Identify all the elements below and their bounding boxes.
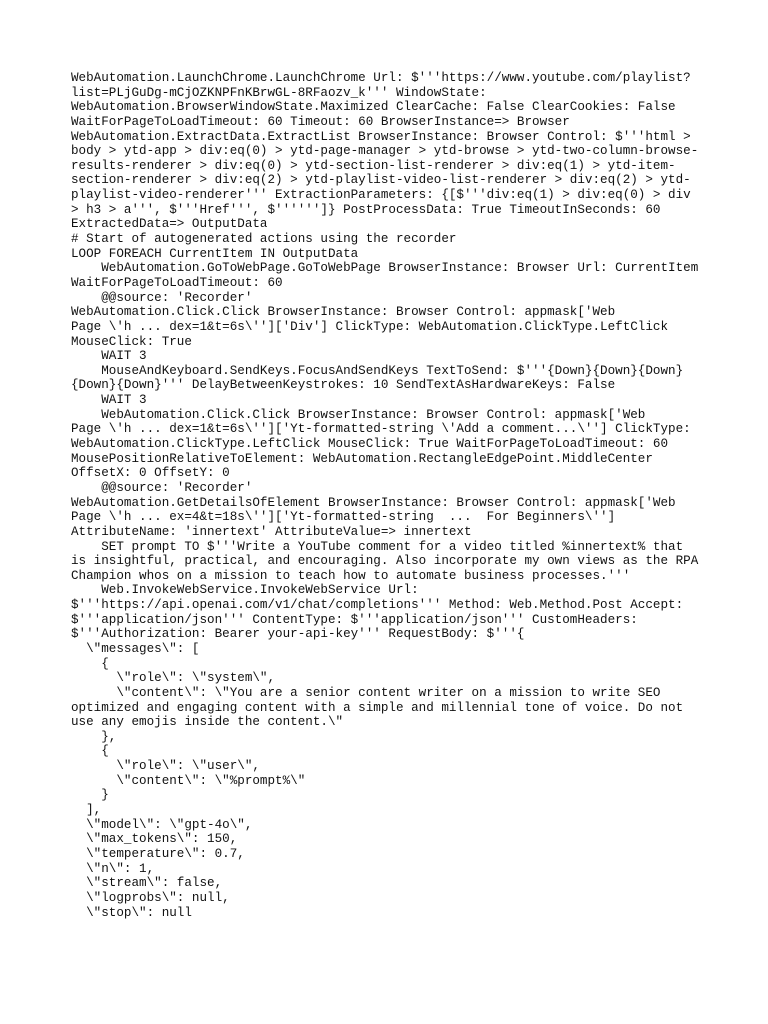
- code-line: \"model\": \"gpt-4o\",: [71, 817, 253, 832]
- code-line: $'''application/json''' ContentType: $'''application/json''' CustomHeaders:: [71, 612, 638, 627]
- code-line: \"n\": 1,: [71, 861, 155, 876]
- code-line: },: [71, 729, 117, 744]
- code-line: MouseClick: True: [71, 334, 192, 349]
- code-line: \"temperature\": 0.7,: [71, 846, 245, 861]
- code-line: {Down}{Down}''' DelayBetweenKeystrokes: 10 SendTextAsHardwareKeys: False: [71, 378, 616, 393]
- code-line: is insightful, practical, and encouraging. Also incorporate my own views as the RPA: [71, 554, 699, 569]
- code-line: section-renderer > div:eq(2) > ytd-playlist-video-list-renderer > div:eq(2) > ytd-: [71, 173, 691, 188]
- code-line: ],: [71, 803, 102, 818]
- code-line: Page \'h ... dex=1&t=6s\'']['Yt-formatted-string \'Add a comment...\''] ClickType:: [71, 422, 691, 437]
- code-line: WebAutomation.LaunchChrome.LaunchChrome Url: $'''https://www.youtube.com/playlist?: [71, 71, 691, 85]
- code-line: WebAutomation.Click.Click BrowserInstance: Browser Control: appmask['Web: [71, 407, 646, 422]
- code-line: WebAutomation.BrowserWindowState.Maximized ClearCache: False ClearCookies: False: [71, 100, 676, 115]
- code-line: WaitForPageToLoadTimeout: 60 Timeout: 60 BrowserInstance=> Browser: [71, 114, 570, 129]
- code-line: \"content\": \"You are a senior content writer on a mission to write SEO: [71, 685, 661, 700]
- code-line: SET prompt TO $'''Write a YouTube comment for a video titled %innertext% that: [71, 539, 684, 554]
- code-line: WAIT 3: [71, 349, 147, 364]
- code-line: Web.InvokeWebService.InvokeWebService Url:: [71, 583, 419, 598]
- code-line: \"logprobs\": null,: [71, 890, 230, 905]
- code-line: WebAutomation.GetDetailsOfElement BrowserInstance: Browser Control: appmask['Web: [71, 495, 676, 510]
- code-line: \"content\": \"%prompt%\": [71, 773, 306, 788]
- code-line: LOOP FOREACH CurrentItem IN OutputData: [71, 246, 359, 261]
- code-line: {: [71, 656, 109, 671]
- code-line: WebAutomation.ExtractData.ExtractList BrowserInstance: Browser Control: $'''html >: [71, 129, 691, 144]
- code-document: [71, 71, 698, 920]
- code-line: $'''Authorization: Bearer your-api-key''' RequestBody: $'''{: [71, 627, 525, 642]
- code-line: WAIT 3: [71, 393, 147, 408]
- code-line: WaitForPageToLoadTimeout: 60: [71, 275, 283, 290]
- code-line: playlist-video-renderer''' ExtractionParameters: {[$'''div:eq(1) > div:eq(0) > div: [71, 188, 691, 203]
- code-line: Champion whos on a mission to teach how to automate business processes.''': [71, 568, 631, 583]
- code-line: AttributeName: 'innertext' AttributeValue=> innertext: [71, 524, 472, 539]
- code-line: \"role\": \"user\",: [71, 759, 260, 774]
- code-line: WebAutomation.GoToWebPage.GoToWebPage BrowserInstance: Browser Url: CurrentItem: [71, 261, 699, 276]
- code-line: \"role\": \"system\",: [71, 671, 276, 686]
- code-line: \"messages\": [: [71, 641, 200, 656]
- code-line: Page \'h ... ex=4&t=18s\'']['Yt-formatted-string ... For Beginners\'']: [71, 510, 616, 525]
- code-line: MouseAndKeyboard.SendKeys.FocusAndSendKeys TextToSend: $'''{Down}{Down}{Down}: [71, 363, 684, 378]
- code-line: ExtractedData=> OutputData: [71, 217, 268, 232]
- code-line: }: [71, 788, 109, 803]
- code-line: optimized and engaging content with a simple and millennial tone of voice. Do not: [71, 700, 684, 715]
- code-line: results-renderer > div:eq(0) > ytd-section-list-renderer > div:eq(1) > ytd-item-: [71, 158, 676, 173]
- code-line: WebAutomation.ClickType.LeftClick MouseClick: True WaitForPageToLoadTimeout: 60: [71, 437, 669, 452]
- code-line: @@source: 'Recorder': [71, 290, 253, 305]
- code-line: \"stop\": null: [71, 905, 192, 920]
- code-line: use any emojis inside the content.\": [71, 715, 344, 730]
- code-line: WebAutomation.Click.Click BrowserInstance: Browser Control: appmask['Web: [71, 305, 616, 320]
- code-line: \"stream\": false,: [71, 876, 223, 891]
- code-line: @@source: 'Recorder': [71, 480, 253, 495]
- code-line: $'''https://api.openai.com/v1/chat/completions''' Method: Web.Method.Post Accept:: [71, 598, 684, 613]
- code-line: OffsetX: 0 OffsetY: 0: [71, 466, 230, 481]
- code-line: body > ytd-app > div:eq(0) > ytd-page-manager > ytd-browse > ytd-two-column-browse-: [71, 144, 699, 159]
- code-line: \"max_tokens\": 150,: [71, 832, 238, 847]
- code-line: list=PLjGuDg-mCjOZKNPFnKBrwGL-8RFaozv_k''' WindowState:: [71, 85, 487, 100]
- code-line: Page \'h ... dex=1&t=6s\'']['Div'] ClickType: WebAutomation.ClickType.LeftClick: [71, 319, 669, 334]
- code-line: {: [71, 744, 109, 759]
- code-line: MousePositionRelativeToElement: WebAutomation.RectangleEdgePoint.MiddleCenter: [71, 451, 653, 466]
- code-line: > h3 > a''', $'''Href''', $'''''']} PostProcessData: True TimeoutInSeconds: 60: [71, 202, 661, 217]
- code-line: # Start of autogenerated actions using the recorder: [71, 232, 457, 247]
